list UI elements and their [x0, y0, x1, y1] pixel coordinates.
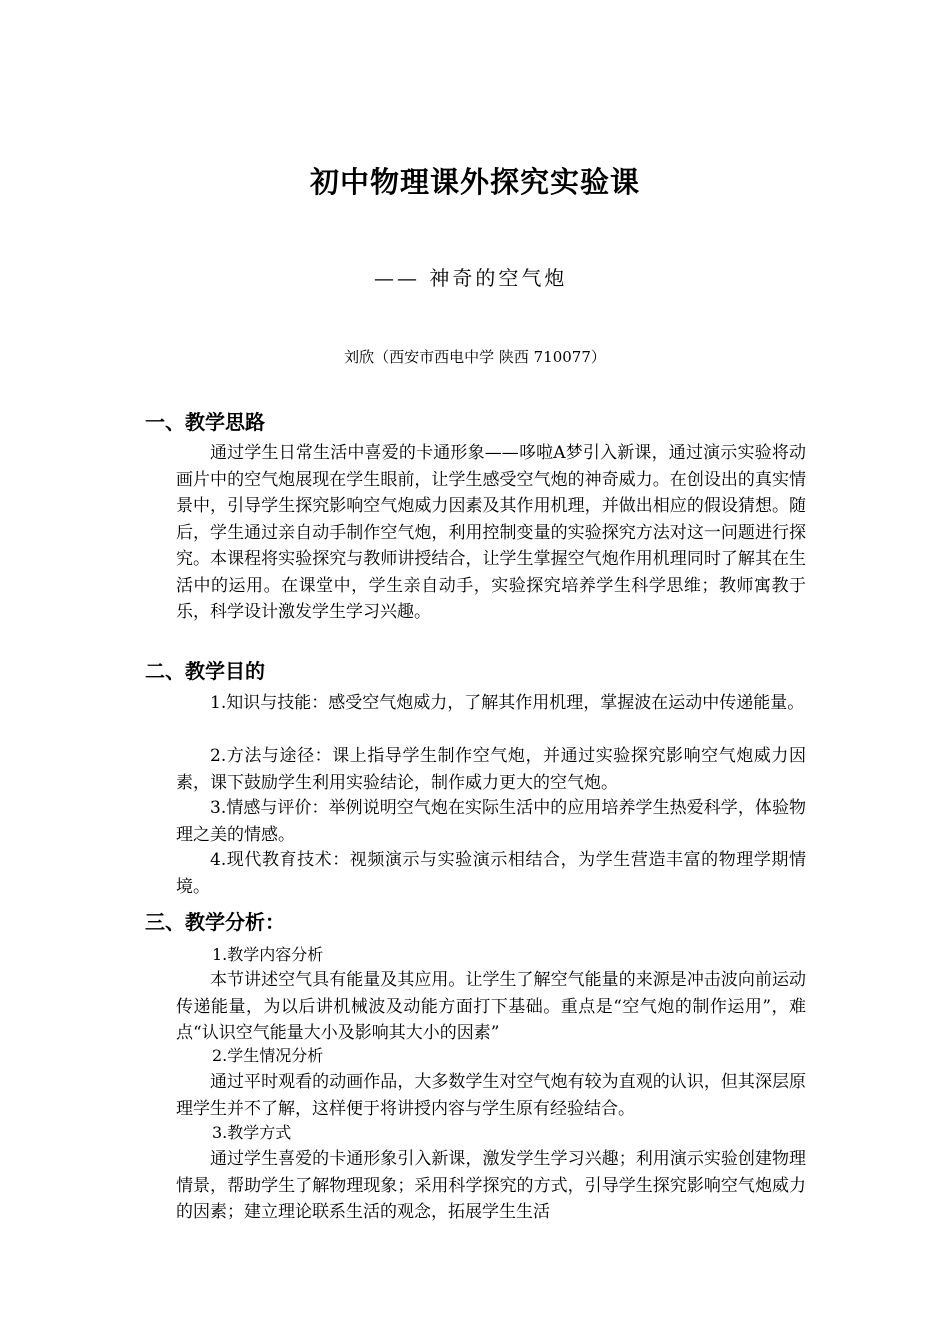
section-heading-teaching-analysis: 三、教学分析： [145, 910, 285, 934]
subsection-label-content: 1.教学内容分析 [212, 945, 324, 964]
teaching-approach-paragraph: 通过学生日常生活中喜爱的卡通形象——哆啦A梦引入新课，通过演示实验将动画片中的空气炮展现在学生眼前，让学生感受空气炮的神奇威力。在创设出的真实情景中，引导学生探究影响空气炮威力因素及其作用机理，并做出相应的假设猜想。随后，学生通过亲自动手制作空气炮，利用控制变量的实验探究方法对这一问题进行探究。本课程将实验探究与教师讲授结合，让学生掌握空气炮作用机理同时了解其在生活中的运用。在课堂中，学生亲自动手，实验探究培养学生科学思维；教师寓教于乐，科学设计激发学生学习兴趣。 [176, 443, 806, 622]
goal-item-method: 2.方法与途径：课上指导学生制作空气炮，并通过实验探究影响空气炮威力因素，课下鼓励学生利用实验结论，制作威力更大的空气炮。 [176, 746, 806, 793]
goal-item-emotion: 3.情感与评价：举例说明空气炮在实际生活中的应用培养学生热爱科学，体验物理之美的情感。 [176, 798, 806, 845]
author-line: 刘欣（西安市西电中学 陕西 710077） [344, 348, 606, 366]
subsection-text-method: 通过学生喜爱的卡通形象引入新课，激发学生学习兴趣；利用演示实验创建物理情景，帮助学生了解物理现象；采用科学探究的方式，引导学生探究影响空气炮威力的因素；建立理论联系生活的观念，拓展学生生活 [176, 1149, 806, 1222]
goal-item-technology: 4.现代教育技术：视频演示与实验演示相结合，为学生营造丰富的物理学期情境。 [176, 850, 806, 897]
subsection-label-method: 3.教学方式 [212, 1123, 292, 1142]
section-heading-teaching-approach: 一、教学思路 [145, 410, 265, 434]
document-title: 初中物理课外探究实验课 [309, 165, 640, 199]
goal-item-knowledge: 1.知识与技能：感受空气炮威力，了解其作用机理，掌握波在运动中传递能量。 [210, 693, 805, 713]
document-subtitle: —— 神奇的空气炮 [374, 266, 568, 290]
section-heading-teaching-goals: 二、教学目的 [145, 659, 265, 683]
subsection-label-students: 2.学生情况分析 [212, 1046, 324, 1065]
subsection-text-students: 通过平时观看的动画作品，大多数学生对空气炮有较为直观的认识，但其深层原理学生并不了解，这样便于将讲授内容与学生原有经验结合。 [176, 1072, 806, 1119]
subsection-text-content: 本节讲述空气具有能量及其应用。让学生了解空气能量的来源是冲击波向前运动传递能量，为以后讲机械波及动能方面打下基础。重点是“空气炮的制作运用”，难点“认识空气能量大小及影响其大小的因素” [176, 970, 806, 1043]
